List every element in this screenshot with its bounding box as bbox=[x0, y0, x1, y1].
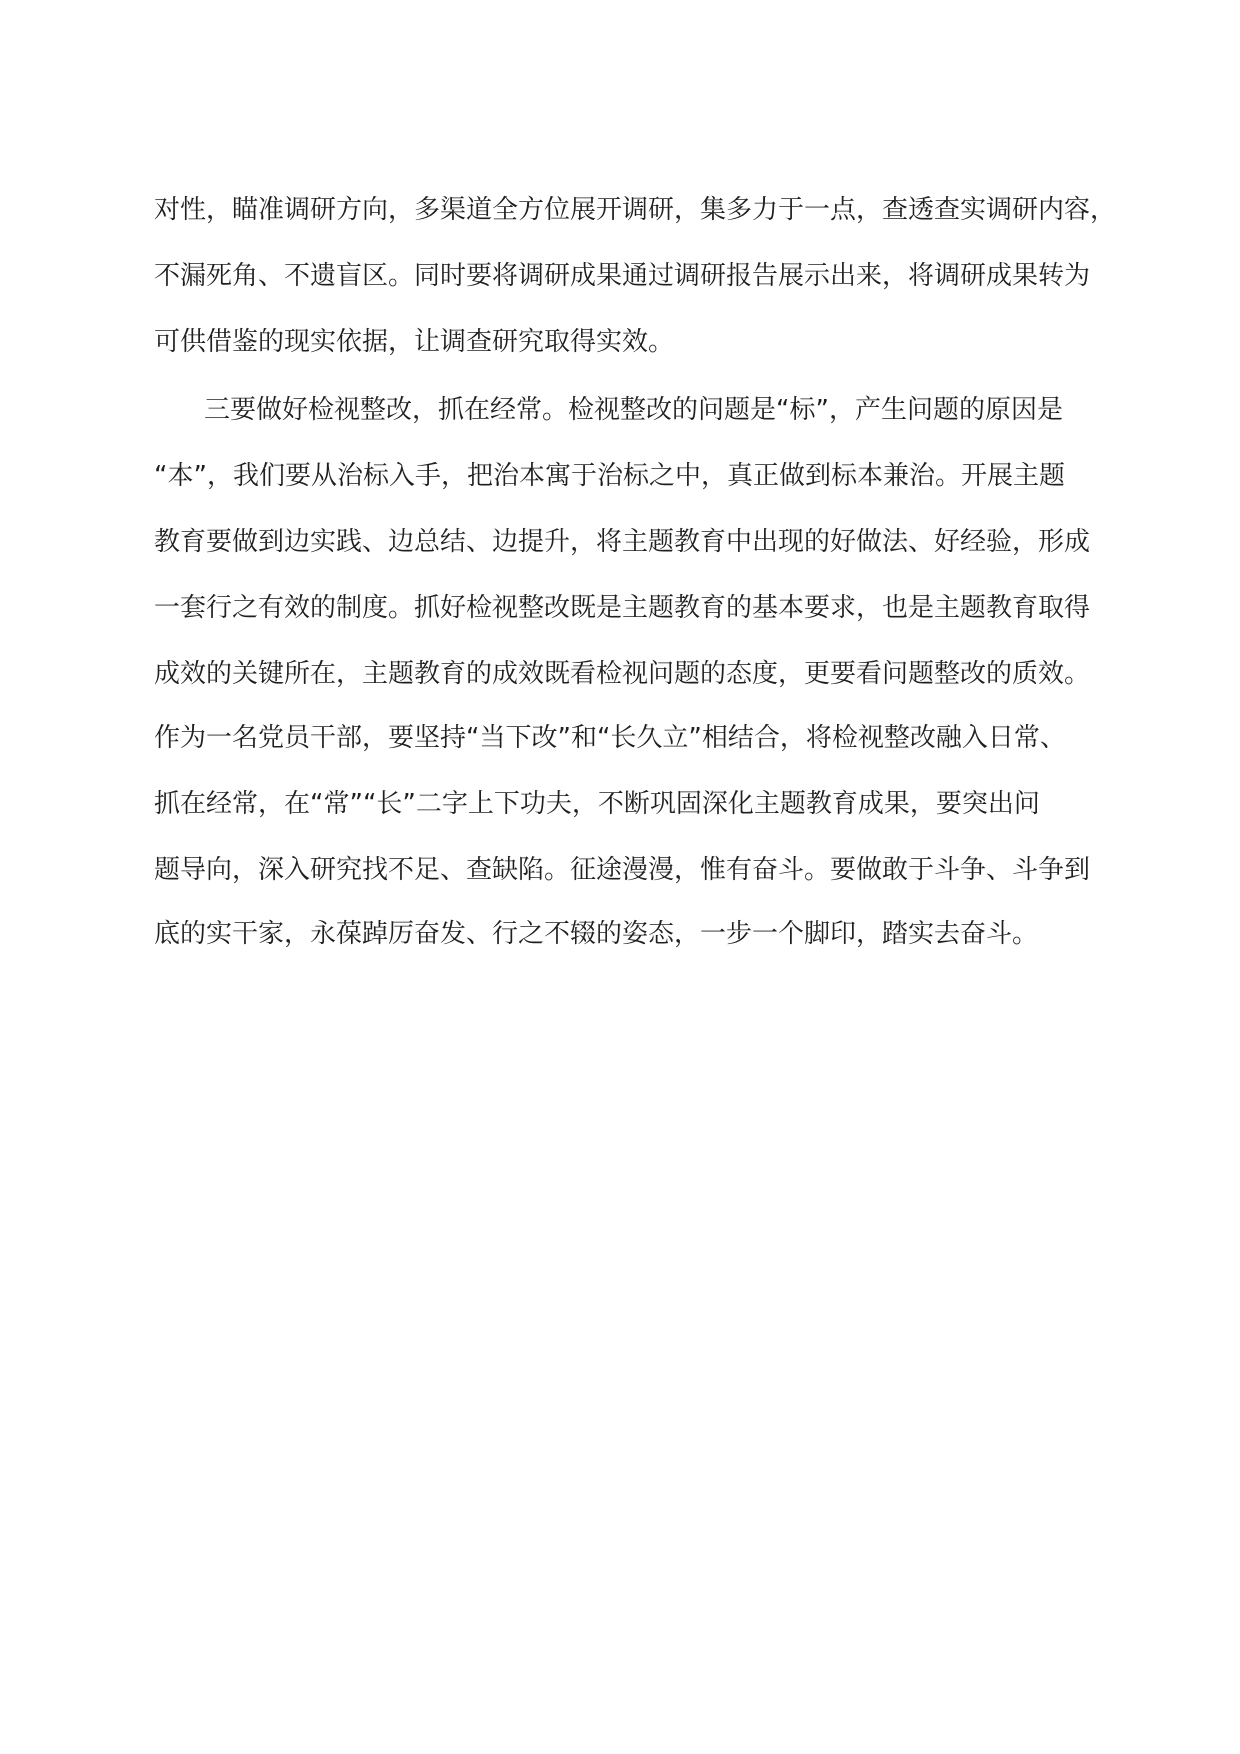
text-line: 教育要做到边实践、边总结、边提升，将主题教育中出现的好做法、好经验，形成 bbox=[154, 527, 1091, 557]
text-line: 成效的关键所在，主题教育的成效既看检视问题的态度，更要看问题整改的质效。 bbox=[154, 659, 1091, 689]
text-line: 底的实干家，永葆踔厉奋发、行之不辍的姿态，一步一个脚印，踏实去奋斗。 bbox=[154, 919, 1039, 949]
text-line: 题导向，深入研究找不足、查缺陷。征途漫漫，惟有奋斗。要做敢于斗争、斗争到 bbox=[154, 855, 1091, 885]
paragraph-first-line: 三要做好检视整改，抓在经常。检视整改的问题是“标”，产生问题的原因是 bbox=[204, 395, 1063, 425]
text-line: 不漏死角、不遗盲区。同时要将调研成果通过调研报告展示出来，将调研成果转为 bbox=[154, 261, 1091, 291]
text-line: 可供借鉴的现实依据，让调查研究取得实效。 bbox=[154, 327, 675, 357]
text-line: 抓在经常，在“常”“长”二字上下功夫，不断巩固深化主题教育成果，要突出问 bbox=[154, 789, 1040, 819]
text-line: 一套行之有效的制度。抓好检视整改既是主题教育的基本要求，也是主题教育取得 bbox=[154, 593, 1091, 623]
text-line: 对性，瞄准调研方向，多渠道全方位展开调研，集多力于一点，查透查实调研内容， bbox=[154, 195, 1117, 225]
text-line: “本”，我们要从治标入手，把治本寓于治标之中，真正做到标本兼治。开展主题 bbox=[154, 461, 1065, 491]
text-line: 作为一名党员干部，要坚持“当下改”和“长久立”相结合，将检视整改融入日常、 bbox=[154, 723, 1066, 753]
